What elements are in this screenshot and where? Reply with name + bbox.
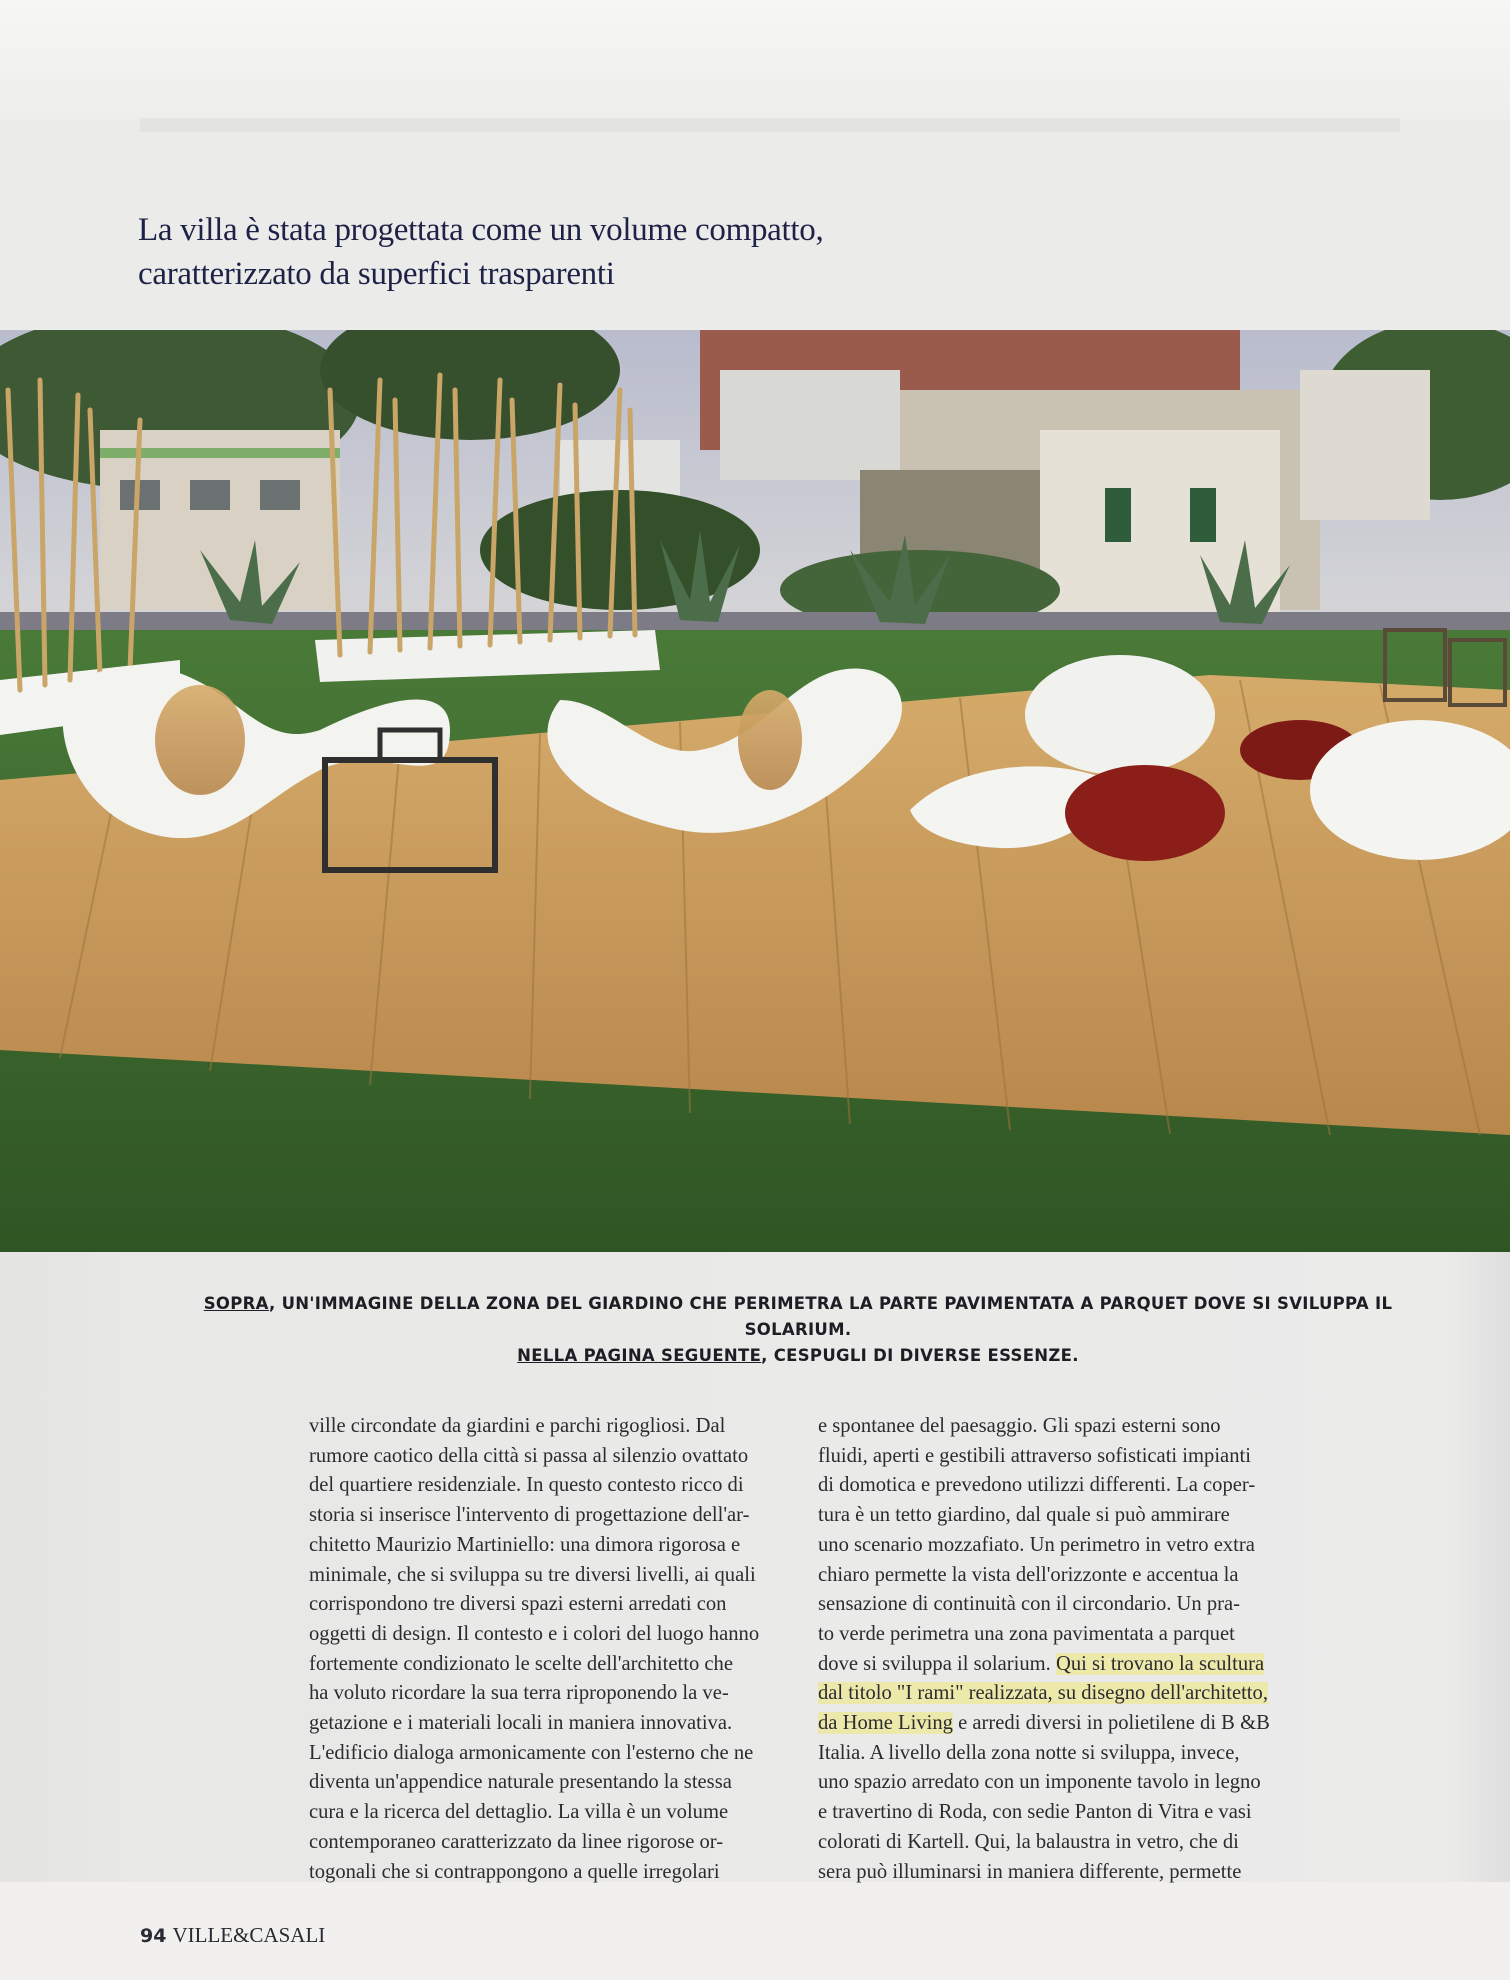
caption-text-2: , CESPUGLI DI DIVERSE ESSENZE.: [761, 1346, 1079, 1365]
text-line: chiaro permette la vista dell'orizzonte e accentua la: [818, 1563, 1239, 1586]
text-line: di domotica e prevedono utilizzi differenti. La coper-: [818, 1474, 1256, 1497]
highlighted-text: dal titolo "I rami" realizzata, su disegno dell'architetto,: [818, 1682, 1268, 1705]
photo-caption: [168, 1291, 1428, 1369]
text-column-left: [309, 1412, 796, 1887]
text-segment: dove si sviluppa il solarium.: [818, 1652, 1056, 1675]
text-line: tura è un tetto giardino, dal quale si può ammirare: [818, 1504, 1230, 1527]
caption-lead-1: SOPRA: [203, 1294, 269, 1313]
text-line: fortemente condizionato le scelte dell'architetto che: [309, 1652, 733, 1675]
text-line: [818, 1650, 1305, 1680]
text-column-right: [818, 1412, 1305, 1887]
text-line: colorati di Kartell. Qui, la balaustra in vetro, che di: [818, 1830, 1239, 1853]
text-line: fluidi, aperti e gestibili attraverso sofisticati impianti: [818, 1444, 1251, 1467]
text-line: Italia. A livello della zona notte si sviluppa, invece,: [818, 1741, 1240, 1764]
text-line: chitetto Maurizio Martiniello: una dimora rigorosa e: [309, 1533, 741, 1556]
text-line: del quartiere residenziale. In questo contesto ricco di: [309, 1474, 744, 1497]
magazine-name: VILLE&CASALI: [172, 1923, 326, 1947]
text-line: rumore caotico della città si passa al silenzio ovattato: [309, 1444, 749, 1467]
text-line: minimale, che si sviluppa su tre diversi livelli, ai quali: [309, 1563, 756, 1586]
caption-text-1: , UN'IMMAGINE DELLA ZONA DEL GIARDINO CHE PERIMETRA LA PARTE PAVIMENTATA A PARQUET DOVE SI SVILUPPA IL SOLARIUM.: [268, 1294, 1393, 1339]
caption-lead-2: NELLA PAGINA SEGUENTE: [517, 1346, 762, 1365]
text-segment: e arredi diversi in polietilene di B &B: [952, 1712, 1270, 1735]
text-line: sera può illuminarsi in maniera differente, permette: [818, 1860, 1242, 1883]
text-line: ville circondate da giardini e parchi rigogliosi. Dal: [309, 1415, 726, 1437]
garden-terrace-photo: [0, 330, 1510, 1252]
text-line: oggetti di design. Il contesto e i colori del luogo hanno: [309, 1622, 760, 1645]
headline-line-2: caratterizzato da superfici trasparenti: [138, 256, 615, 292]
page-headline: [138, 208, 1038, 296]
text-line: to verde perimetra una zona pavimentata a parquet: [818, 1622, 1235, 1645]
headline-line-1: La villa è stata progettata come un volume compatto,: [138, 212, 824, 248]
page-number: 94: [140, 1925, 167, 1947]
text-line: uno spazio arredato con un imponente tavolo in legno: [818, 1771, 1261, 1794]
text-line: ha voluto ricordare la sua terra riproponendo la ve-: [309, 1682, 729, 1705]
text-line: e travertino di Roda, con sedie Panton di Vitra e vasi: [818, 1801, 1252, 1824]
text-line: L'edificio dialoga armonicamente con l'esterno che ne: [309, 1741, 754, 1764]
text-line: getazione e i materiali locali in maniera innovativa.: [309, 1712, 733, 1735]
text-line: storia si inserisce l'intervento di progettazione dell'ar-: [309, 1504, 750, 1527]
bleed-through-text: [140, 118, 1400, 132]
top-margin: [0, 0, 1510, 120]
text-line: diventa un'appendice naturale presentando la stessa: [309, 1771, 732, 1794]
text-line: togonali che si contrappongono a quelle irregolari: [309, 1860, 720, 1883]
highlighted-text: Qui si trovano la scultura: [1055, 1652, 1265, 1675]
text-line: uno scenario mozzafiato. Un perimetro in vetro extra: [818, 1533, 1255, 1556]
page-footer: [140, 1923, 325, 1948]
text-line: contemporaneo caratterizzato da linee rigorose or-: [309, 1830, 724, 1853]
text-line: e spontanee del paesaggio. Gli spazi esterni sono: [818, 1415, 1221, 1437]
text-line: corrispondono tre diversi spazi esterni arredati con: [309, 1593, 727, 1616]
text-line: [818, 1679, 1305, 1709]
text-line: cura e la ricerca del dettaglio. La villa è un volume: [309, 1801, 729, 1824]
text-line: [818, 1709, 1305, 1739]
highlighted-text: da Home Living: [818, 1712, 953, 1735]
text-line: sensazione di continuità con il circondario. Un pra-: [818, 1593, 1241, 1616]
